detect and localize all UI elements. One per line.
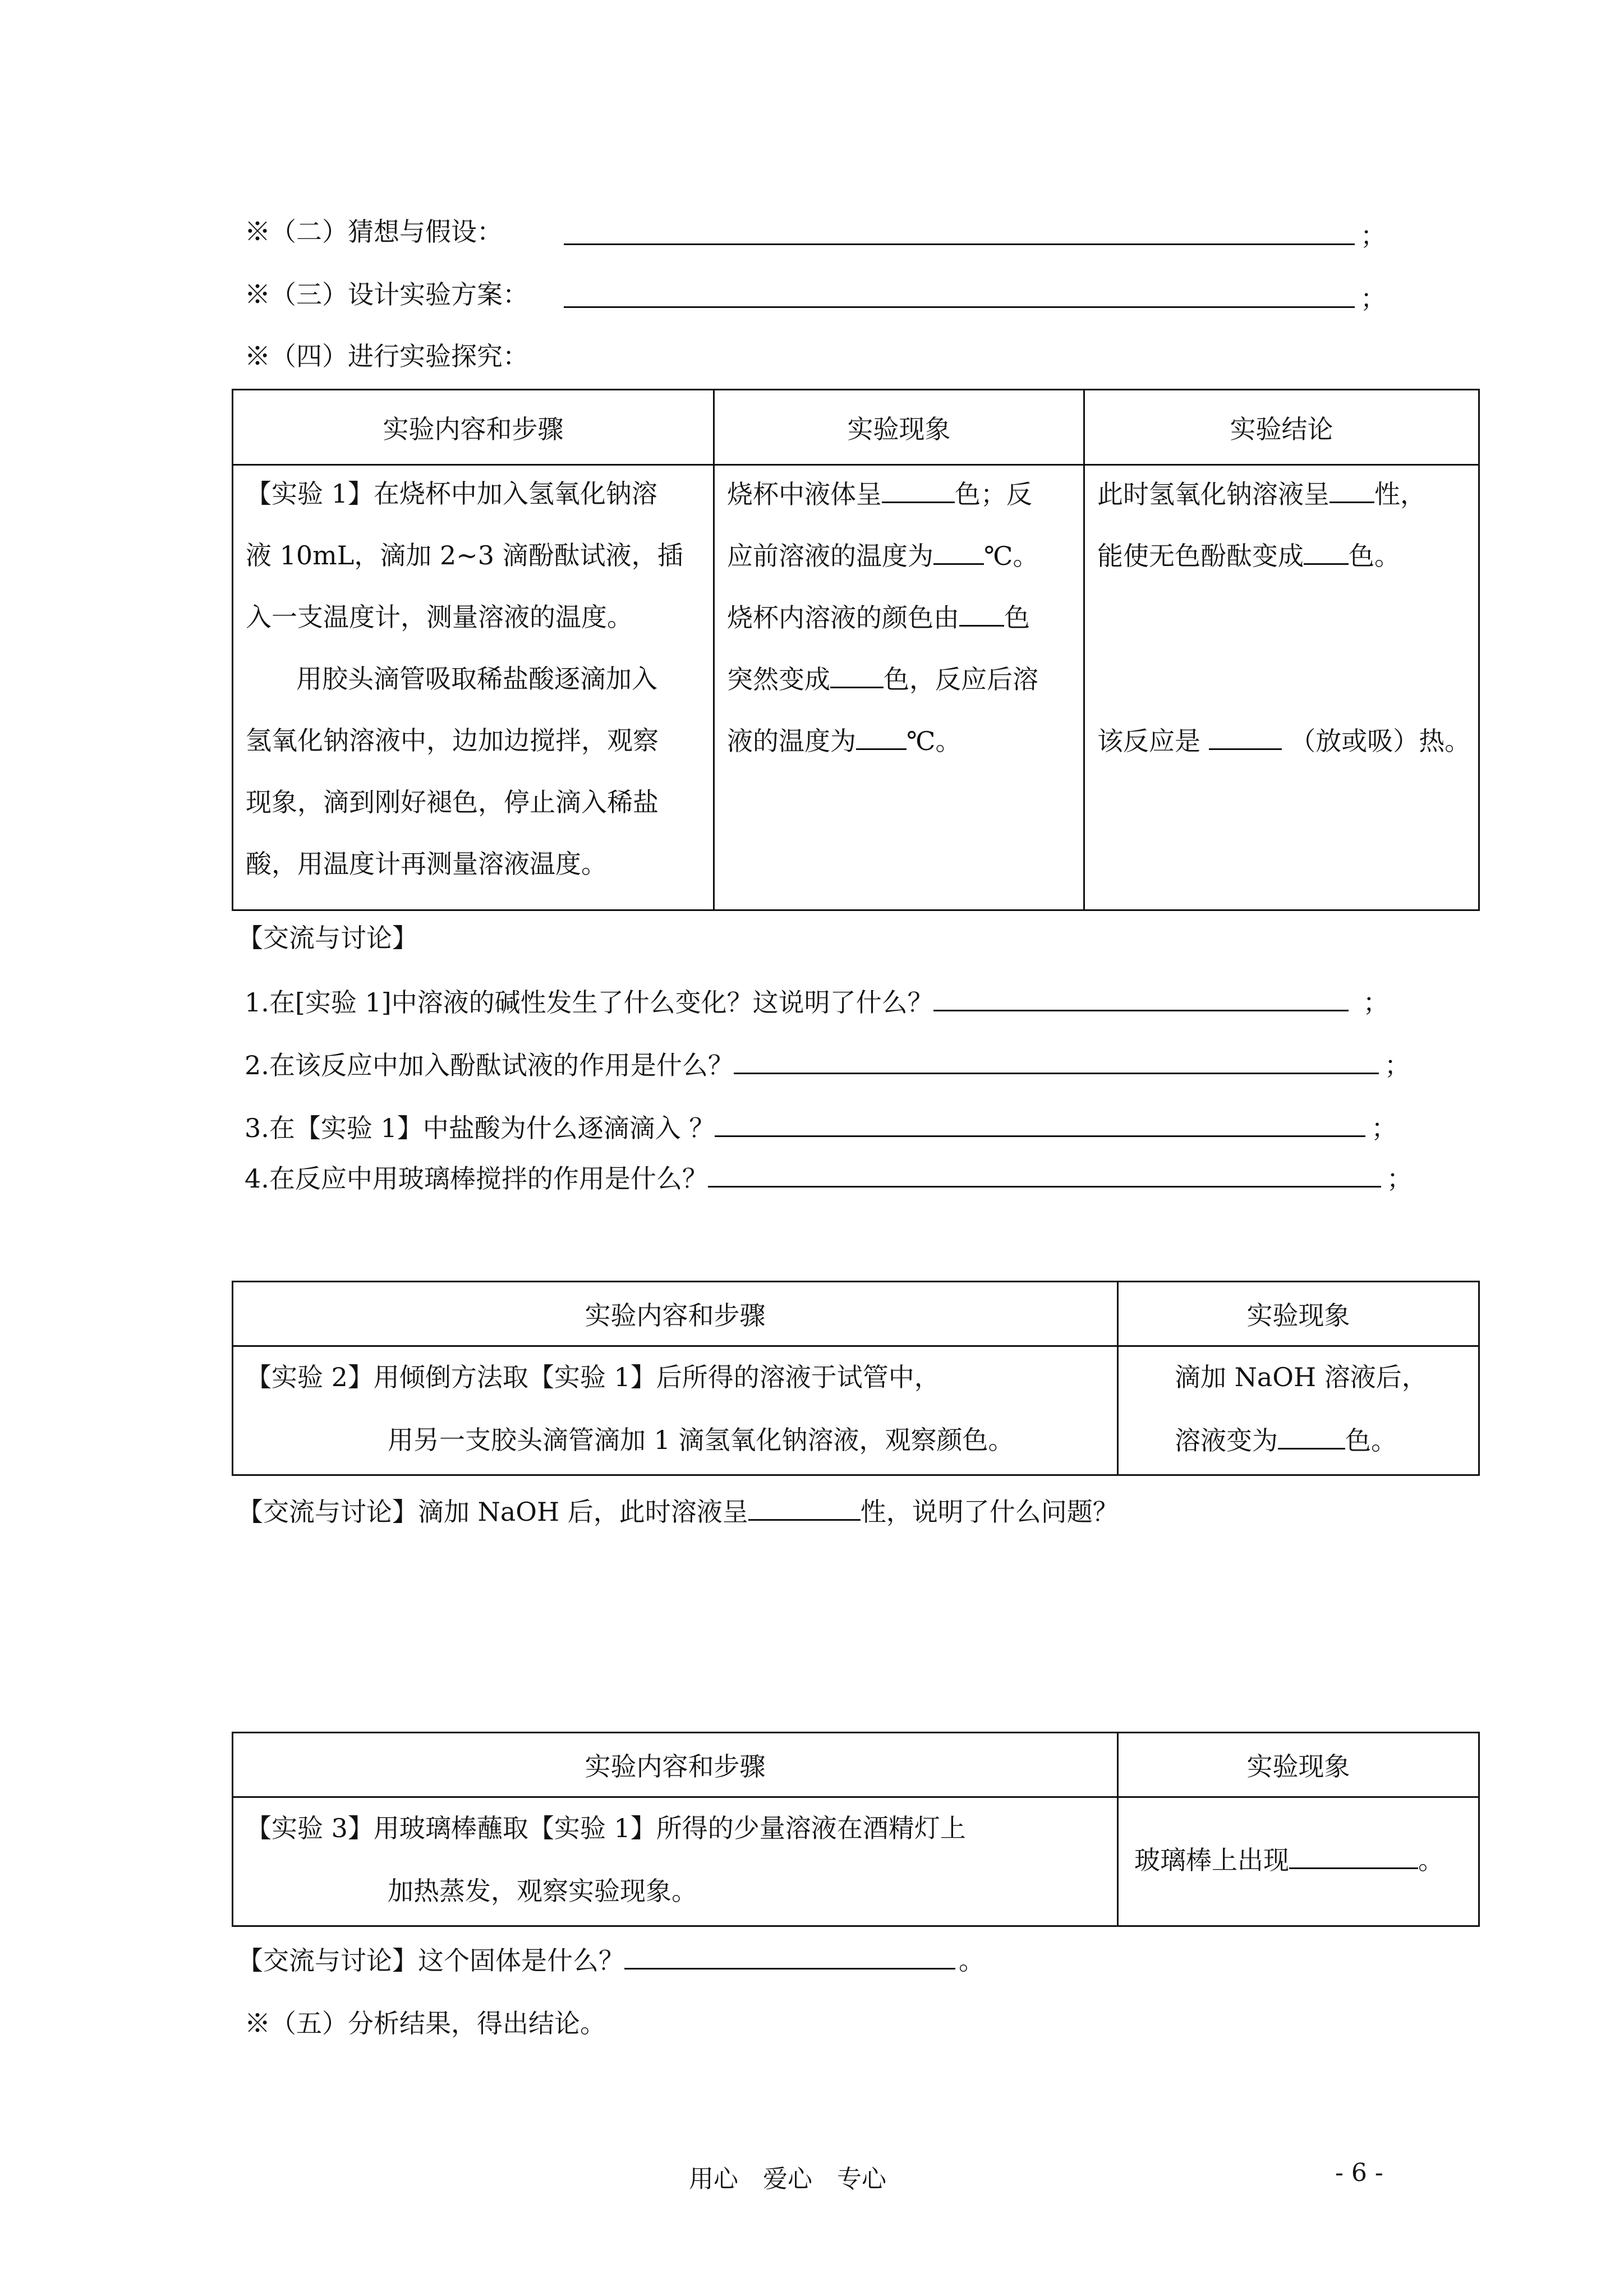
phenomenon-line: 玻璃棒上出现 。 bbox=[1134, 1843, 1444, 1877]
experiment-1-table bbox=[232, 389, 1480, 911]
experiment-3-table bbox=[232, 1732, 1480, 1927]
discussion-question-2: 2.在该反应中加入酚酞试液的作用是什么？ ； bbox=[245, 1048, 1410, 1082]
discussion-2: 【交流与讨论】滴加 NaOH 后，此时溶液呈 性，说明了什么问题？ bbox=[237, 1494, 1119, 1529]
header-steps: 实验内容和步骤 bbox=[233, 390, 714, 465]
section-2-label: ※（二）猜想与假设： bbox=[245, 217, 503, 247]
step-line: 加热蒸发，观察实验现象。 bbox=[388, 1876, 697, 1906]
result-blank[interactable] bbox=[1289, 1843, 1418, 1869]
step-line: 用胶头滴管吸取稀盐酸逐滴加入 bbox=[296, 664, 657, 694]
answer-2-input[interactable] bbox=[734, 1048, 1379, 1074]
step-line: 【实验 2】用倾倒方法取【实验 1】后所得的溶液于试管中， bbox=[246, 1362, 940, 1392]
experiment-2-phenomena bbox=[1118, 1346, 1479, 1475]
section-4-title: ※（四）进行实验探究： bbox=[245, 341, 528, 371]
color-blank[interactable] bbox=[882, 477, 955, 503]
phenomenon-line: 溶液变为 色。 bbox=[1175, 1423, 1397, 1457]
phenomenon-line: 烧杯内溶液的颜色由 色 bbox=[727, 600, 1030, 634]
answer-1-input[interactable] bbox=[933, 985, 1349, 1011]
section-2-hypothesis bbox=[245, 215, 503, 249]
phenomenon-line: 烧杯中液体呈 色；反 bbox=[727, 477, 1032, 511]
phenomenon-line: 滴加 NaOH 溶液后， bbox=[1175, 1362, 1428, 1392]
heat-blank[interactable] bbox=[1209, 724, 1282, 750]
header-conclusion: 实验结论 bbox=[1084, 390, 1479, 465]
step-line: 用另一支胶头滴管滴加 1 滴氢氧化钠溶液，观察颜色。 bbox=[388, 1425, 1014, 1455]
color-blank[interactable] bbox=[959, 600, 1004, 627]
phenomenon-line: 应前溶液的温度为 ℃。 bbox=[727, 539, 1038, 573]
header-steps: 实验内容和步骤 bbox=[233, 1733, 1118, 1797]
step-line: 入一支温度计，测量溶液的温度。 bbox=[246, 602, 633, 632]
experiment-3-steps bbox=[233, 1797, 1118, 1926]
header-phenomena: 实验现象 bbox=[714, 390, 1084, 465]
page-number: - 6 - bbox=[1335, 2159, 1383, 2187]
section-3-end: ； bbox=[1360, 283, 1386, 314]
step-line: 现象，滴到刚好褪色，停止滴入稀盐 bbox=[246, 787, 659, 817]
temperature-blank[interactable] bbox=[933, 539, 984, 565]
property-blank[interactable] bbox=[748, 1494, 861, 1521]
section-3-label: ※（三）设计实验方案： bbox=[245, 279, 528, 310]
experiment-1-steps bbox=[233, 465, 714, 910]
section-2-end: ； bbox=[1360, 220, 1386, 251]
discussion-1-title: 【交流与讨论】 bbox=[237, 923, 418, 953]
experiment-3-phenomena bbox=[1118, 1797, 1479, 1926]
section-5-conclusion: ※（五）分析结果，得出结论。 bbox=[245, 2008, 606, 2039]
step-line: 液 10mL，滴加 2~3 滴酚酞试液，插 bbox=[246, 540, 683, 570]
header-phenomena: 实验现象 bbox=[1118, 1282, 1479, 1346]
header-steps: 实验内容和步骤 bbox=[233, 1282, 1118, 1346]
conclusion-line: 能使无色酚酞变成 色。 bbox=[1097, 539, 1400, 573]
plan-input[interactable] bbox=[564, 282, 1355, 308]
discussion-question-4: 4.在反应中用玻璃棒搅拌的作用是什么？ ； bbox=[245, 1161, 1413, 1195]
answer-3-input[interactable] bbox=[715, 1111, 1365, 1137]
property-blank[interactable] bbox=[1329, 477, 1374, 503]
conclusion-line: 该反应是 （放或吸）热。 bbox=[1097, 724, 1470, 758]
color-blank[interactable] bbox=[1304, 539, 1349, 565]
experiment-2-table bbox=[232, 1281, 1480, 1476]
phenomenon-line: 突然变成 色，反应后溶 bbox=[727, 662, 1038, 696]
discussion-question-3: 3.在【实验 1】中盐酸为什么逐滴滴入 ？ ； bbox=[245, 1111, 1397, 1145]
discussion-question-1: 1.在[实验 1]中溶液的碱性发生了什么变化？这说明了什么？ ； bbox=[245, 985, 1389, 1019]
footer-motto: 用心 爱心 专心 bbox=[689, 2165, 886, 2193]
temperature-blank[interactable] bbox=[856, 724, 907, 750]
discussion-3: 【交流与讨论】这个固体是什么？ 。 bbox=[237, 1943, 984, 1977]
color-blank[interactable] bbox=[1278, 1423, 1345, 1450]
phenomenon-line: 液的温度为 ℃。 bbox=[727, 724, 961, 758]
conclusion-line: 此时氢氧化钠溶液呈 性， bbox=[1097, 477, 1426, 511]
experiment-2-steps bbox=[233, 1346, 1118, 1475]
solid-answer-input[interactable] bbox=[624, 1943, 955, 1970]
experiment-1-conclusion bbox=[1084, 465, 1479, 910]
section-3-plan bbox=[245, 278, 528, 311]
color-blank[interactable] bbox=[830, 662, 884, 688]
step-line: 酸，用温度计再测量溶液温度。 bbox=[246, 849, 607, 879]
step-line: 【实验 3】用玻璃棒蘸取【实验 1】所得的少量溶液在酒精灯上 bbox=[246, 1813, 966, 1843]
step-line: 【实验 1】在烧杯中加入氢氧化钠溶 bbox=[246, 478, 657, 509]
header-phenomena: 实验现象 bbox=[1118, 1733, 1479, 1797]
experiment-1-phenomena bbox=[714, 465, 1084, 910]
step-line: 氢氧化钠溶液中，边加边搅拌，观察 bbox=[246, 725, 659, 756]
hypothesis-input[interactable] bbox=[564, 219, 1355, 245]
answer-4-input[interactable] bbox=[708, 1161, 1381, 1188]
